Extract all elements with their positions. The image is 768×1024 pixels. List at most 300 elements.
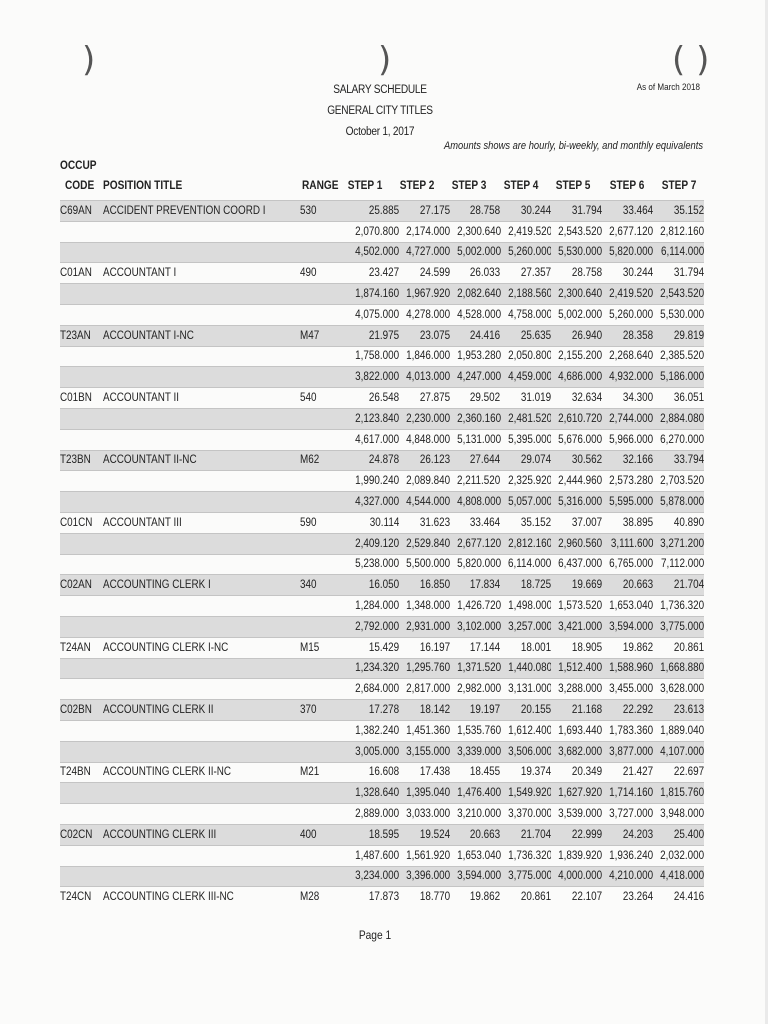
hourly-value: 28.758 (571, 267, 603, 280)
biweekly-value: 1,612.400 (507, 724, 552, 737)
as-of-date: As of March 2018 (636, 82, 700, 93)
monthly-step-3 (450, 866, 501, 887)
monthly-step-3 (450, 804, 501, 825)
hourly-value: 16.850 (419, 579, 450, 592)
monthly-value: 5,131.000 (456, 433, 501, 446)
hourly-step-4 (501, 575, 552, 596)
position-code-text: C69AN (60, 204, 92, 217)
biweekly-step-2 (399, 720, 450, 741)
monthly-step-2 (399, 242, 450, 263)
header-step-7: STEP 7 (661, 180, 696, 192)
position-code-text: C02CN (60, 828, 93, 841)
monthly-step-7 (653, 554, 704, 575)
biweekly-step-7 (653, 346, 704, 367)
biweekly-value: 1,535.760 (456, 724, 501, 737)
monthly-step-4 (501, 741, 552, 762)
hourly-value: 26.123 (419, 454, 450, 467)
biweekly-value: 2,082.640 (456, 288, 501, 301)
hourly-value: 25.885 (368, 204, 399, 217)
punch-hole-mark: ( ) (672, 40, 710, 80)
monthly-value: 4,686.000 (558, 371, 603, 384)
monthly-step-7 (653, 429, 704, 450)
position-code-text: C02AN (60, 579, 92, 592)
position-range (300, 575, 348, 596)
table-row-hourly (60, 512, 704, 533)
empty-cell (300, 866, 348, 887)
biweekly-step-5 (551, 658, 602, 679)
biweekly-value: 2,529.840 (406, 537, 450, 550)
monthly-step-5 (551, 866, 602, 887)
hourly-value: 18.595 (368, 828, 399, 841)
header-step-4: STEP 4 (503, 180, 538, 192)
table-row-biweekly (60, 845, 704, 866)
biweekly-value: 1,627.920 (558, 787, 603, 800)
monthly-value: 4,848.000 (406, 433, 450, 446)
hourly-step-3 (450, 700, 501, 721)
monthly-step-4 (501, 616, 552, 637)
hourly-step-7 (653, 512, 704, 533)
position-range-text: 530 (300, 204, 317, 217)
biweekly-value: 1,487.600 (355, 849, 399, 862)
hourly-value: 18.770 (419, 891, 450, 904)
monthly-value: 6,437.000 (558, 558, 603, 571)
monthly-step-1 (348, 242, 399, 263)
hourly-value: 30.244 (622, 267, 654, 280)
hourly-value: 23.264 (622, 891, 654, 904)
monthly-value: 3,822.000 (355, 371, 399, 384)
monthly-value: 3,455.000 (609, 683, 654, 696)
hourly-step-1 (348, 512, 399, 533)
biweekly-value: 1,498.000 (507, 600, 552, 613)
hourly-value: 29.819 (673, 329, 704, 342)
biweekly-step-7 (653, 596, 704, 617)
position-range-text: 590 (300, 516, 317, 529)
table-row-monthly (60, 242, 704, 263)
biweekly-value: 2,610.720 (558, 412, 603, 425)
monthly-value: 4,247.000 (456, 371, 501, 384)
punch-hole-mark: ) (378, 40, 392, 80)
monthly-value: 2,684.000 (355, 683, 399, 696)
monthly-value: 4,210.000 (609, 870, 654, 883)
monthly-step-2 (399, 429, 450, 450)
hourly-step-4 (501, 887, 552, 907)
title-line: SALARY SCHEDULE (333, 84, 427, 96)
empty-cell (300, 596, 348, 617)
hourly-step-1 (348, 388, 399, 409)
salary-schedule-table (60, 200, 704, 907)
hourly-step-6 (602, 575, 653, 596)
hourly-value: 22.292 (622, 704, 654, 717)
hourly-value: 20.861 (521, 891, 552, 904)
monthly-value: 5,676.000 (558, 433, 603, 446)
biweekly-step-6 (602, 533, 653, 554)
monthly-value: 3,877.000 (609, 745, 654, 758)
position-code (60, 201, 103, 222)
biweekly-value: 2,703.520 (660, 475, 704, 488)
position-title (103, 762, 300, 783)
biweekly-step-5 (551, 596, 602, 617)
monthly-value: 3,131.000 (507, 683, 552, 696)
position-range (300, 388, 348, 409)
hourly-value: 31.794 (673, 267, 704, 280)
biweekly-step-3 (450, 533, 501, 554)
monthly-value: 4,544.000 (406, 496, 450, 509)
monthly-value: 6,114.000 (660, 246, 704, 259)
monthly-value: 3,396.000 (406, 870, 450, 883)
biweekly-step-2 (399, 408, 450, 429)
monthly-value: 7,112.000 (660, 558, 704, 571)
position-title-text: ACCOUNTING CLERK II (103, 704, 214, 717)
hourly-value: 32.634 (571, 392, 603, 405)
hourly-step-4 (501, 450, 552, 471)
hourly-step-3 (450, 887, 501, 907)
hourly-step-4 (501, 700, 552, 721)
biweekly-step-1 (348, 783, 399, 804)
biweekly-value: 2,155.200 (558, 350, 603, 363)
monthly-step-2 (399, 616, 450, 637)
monthly-value: 4,013.000 (406, 371, 450, 384)
position-range-text: 490 (300, 267, 317, 280)
monthly-step-5 (551, 367, 602, 388)
biweekly-value: 2,573.280 (609, 475, 654, 488)
hourly-value: 17.278 (368, 704, 399, 717)
hourly-step-5 (551, 824, 602, 845)
hourly-value: 19.197 (470, 704, 501, 717)
monthly-value: 3,210.000 (456, 808, 501, 820)
monthly-value: 3,257.000 (507, 620, 552, 633)
empty-cell (300, 658, 348, 679)
hourly-step-4 (501, 824, 552, 845)
biweekly-value: 1,573.520 (558, 600, 603, 613)
biweekly-value: 1,284.000 (355, 600, 399, 613)
position-range-text: 370 (300, 704, 317, 717)
biweekly-value: 1,736.320 (660, 600, 704, 613)
biweekly-value: 2,677.120 (456, 537, 501, 550)
hourly-value: 17.438 (419, 766, 450, 779)
hourly-value: 15.429 (368, 641, 399, 654)
hourly-value: 20.349 (571, 766, 603, 779)
monthly-value: 2,982.000 (456, 683, 501, 696)
monthly-step-5 (551, 741, 602, 762)
position-range-text: M21 (300, 766, 320, 779)
biweekly-step-6 (602, 845, 653, 866)
biweekly-value: 1,839.920 (558, 849, 603, 862)
biweekly-value: 1,426.720 (456, 600, 501, 613)
empty-cell (60, 804, 103, 825)
hourly-value: 18.001 (521, 641, 552, 654)
hourly-value: 26.548 (368, 392, 399, 405)
hourly-step-1 (348, 450, 399, 471)
hourly-step-3 (450, 263, 501, 284)
monthly-value: 4,459.000 (507, 371, 552, 384)
hourly-step-3 (450, 201, 501, 222)
position-title (103, 637, 300, 658)
biweekly-step-2 (399, 346, 450, 367)
hourly-step-5 (551, 263, 602, 284)
empty-cell (300, 284, 348, 305)
biweekly-step-6 (602, 720, 653, 741)
hourly-step-3 (450, 824, 501, 845)
hourly-value: 30.562 (571, 454, 603, 467)
monthly-value: 4,758.000 (507, 308, 552, 321)
monthly-step-1 (348, 804, 399, 825)
monthly-value: 5,820.000 (609, 246, 654, 259)
empty-cell (300, 492, 348, 513)
hourly-step-6 (602, 450, 653, 471)
hourly-value: 33.464 (470, 516, 501, 529)
hourly-step-2 (399, 637, 450, 658)
biweekly-step-1 (348, 596, 399, 617)
table-row-biweekly (60, 783, 704, 804)
biweekly-value: 1,758.000 (355, 350, 399, 363)
table-row-biweekly (60, 658, 704, 679)
biweekly-value: 2,677.120 (609, 225, 654, 238)
monthly-value: 5,238.000 (355, 558, 399, 571)
biweekly-value: 1,588.960 (609, 662, 654, 675)
biweekly-value: 1,874.160 (355, 288, 399, 301)
empty-cell (103, 679, 300, 700)
position-code-text: T24BN (60, 766, 91, 779)
empty-cell (103, 866, 300, 887)
biweekly-step-3 (450, 408, 501, 429)
empty-cell (60, 346, 103, 367)
biweekly-step-7 (653, 845, 704, 866)
monthly-step-2 (399, 492, 450, 513)
monthly-value: 5,260.000 (609, 308, 654, 321)
biweekly-value: 1,693.440 (558, 724, 603, 737)
monthly-value: 5,002.000 (558, 308, 603, 321)
salary-schedule-body (60, 201, 704, 908)
monthly-step-4 (501, 242, 552, 263)
empty-cell (300, 845, 348, 866)
monthly-step-2 (399, 367, 450, 388)
monthly-step-6 (602, 554, 653, 575)
table-row-monthly (60, 616, 704, 637)
hourly-value: 17.834 (470, 579, 501, 592)
biweekly-value: 2,960.560 (558, 537, 603, 550)
position-code (60, 388, 103, 409)
hourly-value: 20.663 (470, 828, 501, 841)
empty-cell (60, 471, 103, 492)
table-row-biweekly (60, 408, 704, 429)
position-title-text: ACCOUNTING CLERK II-NC (103, 766, 232, 779)
empty-cell (103, 408, 300, 429)
biweekly-value: 2,188.560 (507, 288, 552, 301)
biweekly-step-4 (501, 596, 552, 617)
position-title (103, 575, 300, 596)
monthly-value: 2,817.000 (406, 683, 450, 696)
biweekly-step-7 (653, 471, 704, 492)
position-title-text: ACCIDENT PREVENTION COORD I (103, 204, 266, 217)
monthly-step-6 (602, 866, 653, 887)
hourly-value: 16.050 (368, 579, 399, 592)
hourly-value: 24.599 (419, 267, 450, 280)
page-number: Page 1 (358, 928, 392, 942)
position-range-text: M15 (300, 641, 320, 654)
position-title-text: ACCOUNTANT III (103, 516, 182, 529)
biweekly-value: 1,561.920 (406, 849, 450, 862)
empty-cell (60, 533, 103, 554)
hourly-step-7 (653, 700, 704, 721)
biweekly-value: 2,325.920 (507, 475, 552, 488)
monthly-step-7 (653, 616, 704, 637)
monthly-value: 5,260.000 (507, 246, 552, 259)
biweekly-value: 1,653.040 (456, 849, 501, 862)
biweekly-value: 2,812.160 (660, 225, 704, 238)
hourly-step-2 (399, 824, 450, 845)
hourly-value: 18.725 (521, 579, 552, 592)
empty-cell (300, 471, 348, 492)
biweekly-step-6 (602, 221, 653, 242)
monthly-step-2 (399, 554, 450, 575)
biweekly-value: 2,268.640 (609, 350, 654, 363)
position-range-text: 400 (300, 828, 317, 841)
hourly-step-4 (501, 512, 552, 533)
biweekly-step-2 (399, 533, 450, 554)
empty-cell (103, 242, 300, 263)
biweekly-value: 1,395.040 (406, 787, 450, 800)
table-row-monthly (60, 304, 704, 325)
monthly-value: 5,820.000 (456, 558, 501, 571)
monthly-step-7 (653, 367, 704, 388)
biweekly-value: 2,543.520 (558, 225, 603, 238)
hourly-value: 21.975 (368, 329, 399, 342)
monthly-step-6 (602, 679, 653, 700)
biweekly-value: 2,543.520 (660, 288, 704, 301)
empty-cell (60, 866, 103, 887)
position-range (300, 512, 348, 533)
biweekly-step-1 (348, 221, 399, 242)
empty-cell (103, 221, 300, 242)
table-row-biweekly (60, 471, 704, 492)
biweekly-value: 2,419.520 (507, 225, 552, 238)
biweekly-step-4 (501, 346, 552, 367)
hourly-step-5 (551, 700, 602, 721)
biweekly-value: 2,812.160 (507, 537, 552, 550)
hourly-step-2 (399, 887, 450, 907)
hourly-step-1 (348, 263, 399, 284)
position-title-text: ACCOUNTING CLERK III-NC (103, 891, 234, 904)
biweekly-step-6 (602, 783, 653, 804)
table-row-hourly (60, 700, 704, 721)
biweekly-step-2 (399, 658, 450, 679)
position-code (60, 575, 103, 596)
position-code (60, 325, 103, 346)
monthly-value: 4,932.000 (609, 371, 654, 384)
hourly-value: 27.644 (470, 454, 501, 467)
hourly-step-6 (602, 263, 653, 284)
hourly-value: 32.166 (622, 454, 654, 467)
monthly-step-6 (602, 304, 653, 325)
empty-cell (300, 408, 348, 429)
hourly-step-6 (602, 637, 653, 658)
biweekly-step-5 (551, 533, 602, 554)
monthly-value: 3,102.000 (456, 620, 501, 633)
monthly-value: 3,775.000 (507, 870, 552, 883)
monthly-step-1 (348, 679, 399, 700)
monthly-value: 5,595.000 (609, 496, 654, 509)
table-row-hourly (60, 887, 704, 907)
hourly-value: 38.895 (622, 516, 654, 529)
empty-cell (60, 741, 103, 762)
position-code-text: C02BN (60, 704, 92, 717)
biweekly-step-3 (450, 284, 501, 305)
biweekly-value: 2,744.000 (609, 412, 654, 425)
monthly-value: 3,033.000 (406, 808, 450, 820)
monthly-value: 6,765.000 (609, 558, 654, 571)
header-code: CODE (65, 180, 95, 192)
empty-cell (300, 720, 348, 741)
hourly-step-2 (399, 700, 450, 721)
monthly-step-1 (348, 492, 399, 513)
hourly-value: 17.144 (470, 641, 501, 654)
monthly-step-3 (450, 741, 501, 762)
biweekly-value: 1,512.400 (558, 662, 603, 675)
empty-cell (60, 616, 103, 637)
biweekly-value: 2,300.640 (558, 288, 603, 301)
empty-cell (103, 741, 300, 762)
monthly-step-7 (653, 242, 704, 263)
monthly-value: 5,057.000 (507, 496, 552, 509)
empty-cell (60, 408, 103, 429)
biweekly-value: 1,953.280 (456, 350, 501, 363)
hourly-value: 28.358 (622, 329, 654, 342)
table-row-biweekly (60, 284, 704, 305)
hourly-step-2 (399, 201, 450, 222)
hourly-value: 19.862 (622, 641, 654, 654)
position-range-text: 340 (300, 579, 317, 592)
hourly-value: 36.051 (673, 392, 704, 405)
monthly-step-4 (501, 304, 552, 325)
hourly-step-1 (348, 824, 399, 845)
empty-cell (103, 596, 300, 617)
hourly-step-2 (399, 263, 450, 284)
monthly-step-3 (450, 492, 501, 513)
biweekly-step-4 (501, 284, 552, 305)
table-row-hourly (60, 388, 704, 409)
table-row-hourly (60, 263, 704, 284)
hourly-step-5 (551, 637, 602, 658)
biweekly-value: 1,371.520 (456, 662, 501, 675)
header-step-6: STEP 6 (609, 180, 644, 192)
hourly-value: 20.861 (673, 641, 704, 654)
monthly-step-4 (501, 429, 552, 450)
position-title (103, 887, 300, 907)
position-code-text: C01AN (60, 267, 92, 280)
position-title (103, 388, 300, 409)
hourly-step-6 (602, 512, 653, 533)
monthly-value: 3,628.000 (660, 683, 704, 696)
hourly-value: 30.114 (369, 516, 399, 529)
position-title-text: ACCOUNTANT I-NC (103, 329, 194, 342)
hourly-step-4 (501, 637, 552, 658)
biweekly-value: 1,889.040 (660, 724, 704, 737)
monthly-step-3 (450, 679, 501, 700)
table-row-biweekly (60, 596, 704, 617)
hourly-step-6 (602, 388, 653, 409)
header-step-3: STEP 3 (451, 180, 486, 192)
monthly-step-3 (450, 429, 501, 450)
hourly-step-2 (399, 762, 450, 783)
header-occup: OCCUP (60, 160, 97, 172)
biweekly-step-6 (602, 658, 653, 679)
monthly-step-1 (348, 367, 399, 388)
monthly-value: 6,270.000 (660, 433, 704, 446)
biweekly-step-7 (653, 284, 704, 305)
monthly-value: 3,948.000 (660, 808, 704, 820)
monthly-step-1 (348, 866, 399, 887)
biweekly-step-4 (501, 408, 552, 429)
